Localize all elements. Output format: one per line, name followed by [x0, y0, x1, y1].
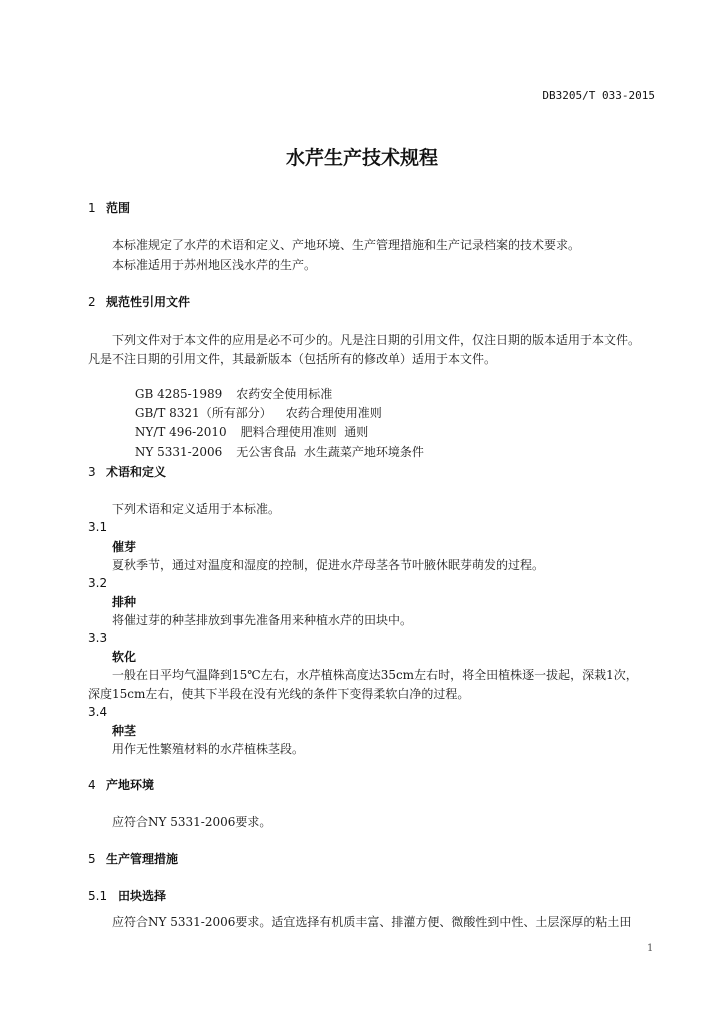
section-heading: 术语和定义 [106, 465, 167, 479]
paragraph-line: 凡是不注日期的引用文件，其最新版本（包括所有的修改单）适用于本文件。 [88, 352, 497, 366]
paragraph-line: 下列术语和定义适用于本标准。 [112, 502, 281, 516]
paragraph-line: 应符合NY 5331-2006要求。 [112, 815, 272, 829]
term-definition: 夏秋季节，通过对温度和湿度的控制，促进水芹母茎各节叶腋休眠芽萌发的过程。 [112, 558, 545, 572]
term-number: 3.2 [88, 576, 108, 590]
paragraph-line: 应符合NY 5331-2006要求。适宜选择有机质丰富、排灌方便、微酸性到中性、土层深厚的粘土田 [112, 915, 632, 929]
reference-title: 农药安全使用标准 [236, 387, 333, 401]
reference-code: NY/T 496-2010 [134, 425, 227, 439]
section-heading: 产地环境 [106, 778, 155, 792]
section-number: 3 [88, 465, 96, 479]
term-number: 3.1 [88, 520, 108, 534]
subsection-heading: 田块选择 [118, 889, 167, 903]
section-heading: 范围 [106, 201, 131, 215]
page-number: 1 [647, 943, 654, 954]
term-number: 3.3 [88, 631, 108, 645]
document-title: 水芹生产技术规程 [285, 147, 438, 169]
document-code: DB3205/T 033-2015 [542, 89, 655, 102]
term-name: 种茎 [112, 724, 137, 738]
reference-title: 农药合理使用准则 [285, 406, 382, 420]
term-name: 催芽 [112, 540, 137, 554]
paragraph-line: 下列文件对于本文件的应用是必不可少的。凡是注日期的引用文件，仅注日期的版本适用于本文件。 [112, 333, 641, 347]
reference-code: GB 4285-1989 [134, 387, 223, 401]
term-name: 排种 [112, 595, 137, 609]
term-definition: 将催过芽的种茎排放到事先准备用来种植水芹的田块中。 [112, 613, 413, 627]
reference-code: GB/T 8321（所有部分） [134, 406, 272, 420]
reference-title: 无公害食品 水生蔬菜产地环境条件 [236, 445, 424, 459]
section-heading: 规范性引用文件 [106, 295, 191, 309]
section-number: 4 [88, 778, 96, 792]
section-number: 5 [88, 852, 96, 866]
term-number: 3.4 [88, 705, 108, 719]
paragraph-line: 本标准规定了水芹的术语和定义、产地环境、生产管理措施和生产记录档案的技术要求。 [112, 238, 581, 252]
section-heading: 生产管理措施 [106, 852, 179, 866]
paragraph-line: 本标准适用于苏州地区浅水芹的生产。 [112, 258, 317, 272]
term-definition: 深度15cm左右，使其下半段在没有光线的条件下变得柔软白净的过程。 [88, 687, 470, 701]
term-name: 软化 [112, 650, 137, 664]
section-number: 1 [88, 201, 96, 215]
reference-title: 肥料合理使用准则 通则 [240, 425, 369, 439]
term-definition: 用作无性繁殖材料的水芹植株茎段。 [112, 742, 305, 756]
term-definition: 一般在日平均气温降到15℃左右，水芹植株高度达35cm左右时，将全田植株逐一拔起，深栽1次， [112, 668, 638, 682]
subsection-number: 5.1 [88, 889, 108, 903]
reference-code: NY 5331-2006 [134, 445, 223, 459]
section-number: 2 [88, 295, 96, 309]
